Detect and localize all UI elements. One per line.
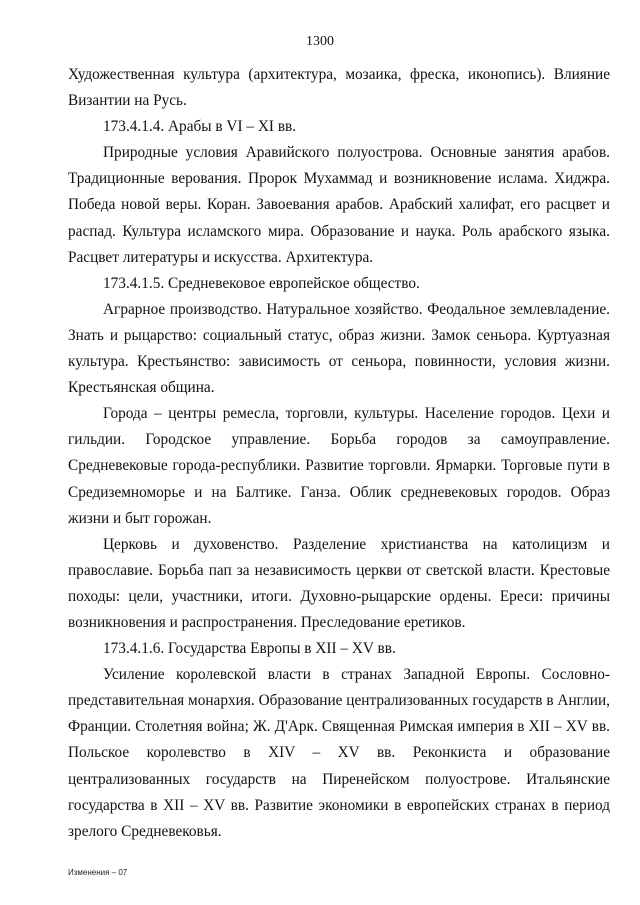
paragraph-cities: Города – центры ремесла, торговли, культуры. Население городов. Цехи и гильдии. Городское управление. Борьба городов за самоуправление. Средневековые города-республики. Развитие торговли. Ярмарки. Торговые пути в Средиземноморье и на Балтике. Ганза. Облик средневековых городов. Образ жизни и быт горожан. (68, 405, 610, 527)
section-heading-arabs: 173.4.1.4. Арабы в VI – XI вв. (103, 118, 297, 136)
section-heading-european-states: 173.4.1.6. Государства Европы в XII – XV вв. (103, 640, 396, 658)
section-heading-medieval-society: 173.4.1.5. Средневековое европейское общество. (103, 274, 420, 292)
paragraph-arabs: Природные условия Аравийского полуострова. Основные занятия арабов. Традиционные верования. Пророк Мухаммад и возникновение ислама. Хиджра. Победа новой веры. Коран. Завоевания арабов. Арабский халифат, его расцвет и распад. Культура исламского мира. Образование и наука. Роль арабского языка. Расцвет литературы и искусства. Архитектура. (68, 144, 610, 266)
paragraph-byzantium-culture: Художественная культура (архитектура, мозаика, фреска, иконопись). Влияние Византии на Русь. (68, 66, 610, 110)
page-number: 1300 (306, 34, 334, 49)
paragraph-agrarian: Аграрное производство. Натуральное хозяйство. Феодальное землевладение. Знать и рыцарство: социальный статус, образ жизни. Замок сеньора. Куртуазная культура. Крестьянство: зависимость от сеньора, повинности, условия жизни. Крестьянская община. (68, 300, 610, 397)
paragraph-church: Церковь и духовенство. Разделение христианства на католицизм и православие. Борьба пап за независимость церкви от светской власти. Крестовые походы: цели, участники, итоги. Духовно-рыцарские ордены. Ереси: причины возникновения и распространения. Преследование еретиков. (68, 535, 610, 631)
footer-revision-note: Изменения – 07 (68, 868, 128, 877)
document-body (68, 62, 610, 845)
paragraph-royal-power: Усиление королевской власти в странах Западной Европы. Сословно-представительная монархия. Образование централизованных государств в Англии, Франции. Столетняя война; Ж. Д'Арк. Священная Римская империя в XII – XV вв. Польское королевство в XIV – XV вв. Реконкиста и образование централизованных государств на Пиренейском полуострове. Итальянские государства в XII – XV вв. Развитие экономики в европейских странах в период зрелого Средневековья. (68, 666, 610, 840)
